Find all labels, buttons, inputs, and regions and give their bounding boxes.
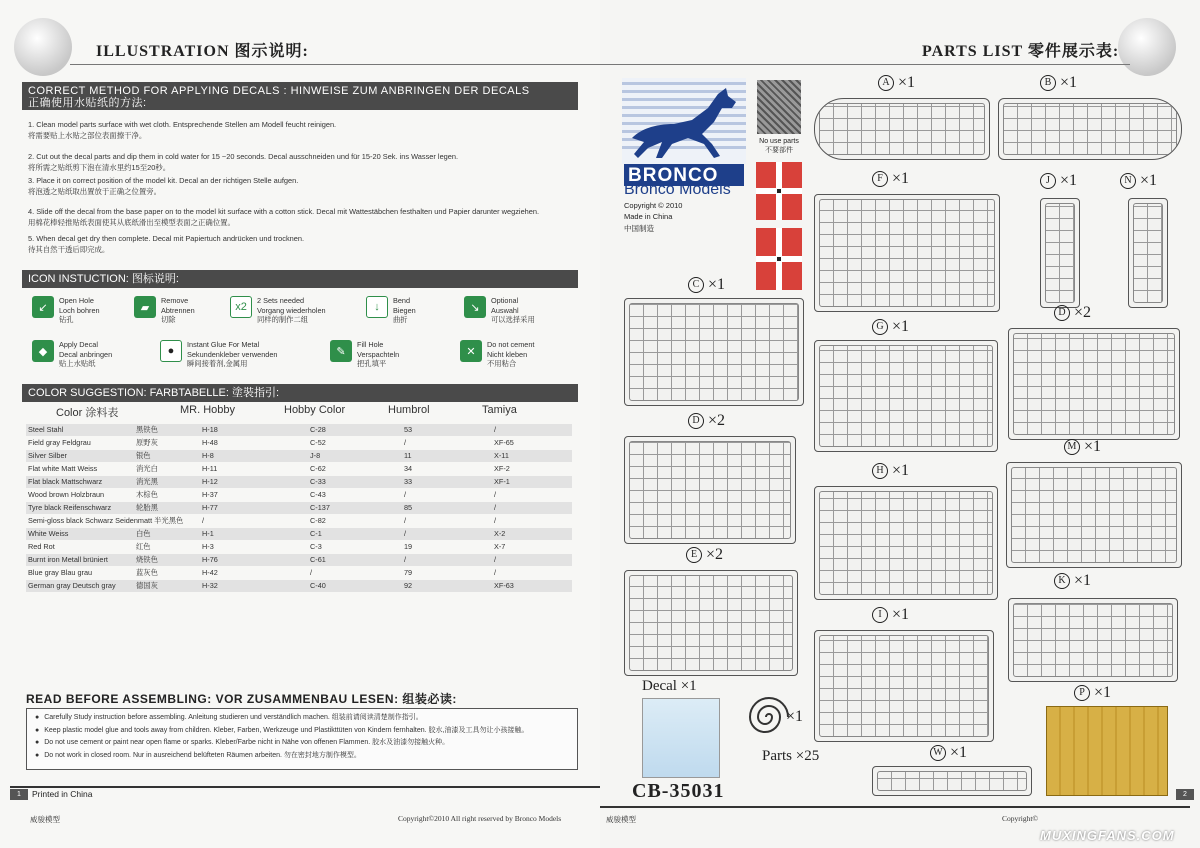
- step-text: 2. Cut out the decal parts and dip them in cold water for 15 ~20 seconds. Decal ausschneiden und für 15-20 Sek. ins Wasser legen.: [28, 152, 459, 161]
- sprue-j: [1040, 198, 1080, 308]
- header-rule: [600, 64, 1130, 65]
- color-cell-cn: 烧铁色: [136, 555, 158, 564]
- color-cell-hu: 53: [404, 425, 413, 434]
- icon-section-bar: [22, 270, 578, 288]
- icon-label-de: Vorgang wiederholen: [257, 305, 326, 315]
- color-cell-cn: 红色: [136, 542, 151, 551]
- color-cell-hu: 19: [404, 542, 413, 551]
- color-cell-mr: H-37: [202, 490, 218, 499]
- no-use-parts-sample: [757, 80, 801, 134]
- color-cell-hc: C-137: [310, 503, 330, 512]
- sprue-qty: ×1: [708, 276, 726, 293]
- icon-label-de: Sekundenkleber verwenden: [187, 349, 278, 359]
- sprue-letter: B: [1040, 75, 1056, 91]
- brand-cn: 威骏模型: [606, 815, 636, 824]
- header-rule: [70, 64, 600, 65]
- color-cell-mr: H-3: [202, 542, 214, 551]
- color-row: [26, 554, 572, 566]
- color-row: [26, 580, 572, 592]
- read-item: ● Carefully Study instruction before assembling. Anleitung studieren und verständlich machen. 组装前请阅读清楚制作指引。: [35, 712, 569, 725]
- icon-label-cn: 钻孔: [59, 315, 74, 324]
- sprue-letter: D: [1054, 305, 1070, 321]
- color-cell-hc: C-3: [310, 542, 322, 551]
- color-cell-ta: X-7: [494, 542, 506, 551]
- color-cell-hc: C-33: [310, 477, 326, 486]
- sprue-b-label: [1040, 74, 1077, 92]
- step-text: 1. Clean model parts surface with wet cloth. Entsprechende Stellen am Modell feucht reinigen.: [28, 120, 337, 129]
- sprue-letter: D: [688, 413, 704, 429]
- read-before-title: READ BEFORE ASSEMBLING: VOR ZUSAMMENBAU LESEN: 组装必读:: [26, 692, 457, 706]
- icon-label-de: Decal anbringen: [59, 349, 113, 359]
- sprue-d-right: [1008, 328, 1180, 440]
- page-number: 2: [1176, 789, 1194, 800]
- color-cell-hc: C-82: [310, 516, 326, 525]
- spring-qty: ×1: [786, 708, 804, 725]
- icon-label: Optional: [491, 296, 519, 305]
- sprue-letter: A: [878, 75, 894, 91]
- icon-label-cn: 贴上水贴纸: [59, 359, 96, 368]
- sprue-letter: W: [930, 745, 946, 761]
- watermark: MUXINGFANS.COM: [1040, 828, 1175, 843]
- step-text-cn: 将需要贴上水贴之部位表面擦干净。: [28, 130, 147, 140]
- color-cell-hc: C-62: [310, 464, 326, 473]
- color-cell-hu: /: [404, 555, 407, 564]
- sprue-e: [624, 570, 798, 676]
- sprue-h: [814, 486, 998, 600]
- color-cell-mr: H-8: [202, 451, 214, 460]
- step-text-cn: 将泡透之贴纸取出置放于正确之位置旁。: [28, 186, 162, 196]
- sprue-letter: F: [872, 171, 888, 187]
- color-cell-cn: 德国灰: [136, 581, 158, 590]
- sprue-qty: ×1: [1084, 438, 1102, 455]
- sprue-letter: I: [872, 607, 888, 623]
- sprue-d-left: [624, 436, 796, 544]
- color-cell-en: Blue gray Blau grau: [28, 568, 93, 577]
- icon-label-cn: 同样的制作二组: [257, 315, 309, 324]
- color-cell-en: Burnt iron Metall brüniert: [28, 555, 108, 564]
- color-row: [26, 450, 572, 462]
- sprue-h-label: [872, 462, 909, 480]
- color-cell-en: Flat black Mattschwarz: [28, 477, 103, 486]
- color-cell-hu: 85: [404, 503, 413, 512]
- color-cell-ta: X-11: [494, 451, 509, 460]
- step-text: 3. Place it on correct position of the model kit. Decal an der richtigen Stelle aufgen.: [28, 176, 299, 185]
- color-cell-en: Red Rot: [28, 542, 55, 551]
- decal-step-4: [28, 207, 588, 228]
- icon-label: Do not cement: [487, 340, 535, 349]
- sprue-qty: ×1: [1060, 172, 1078, 189]
- icon-optional: [464, 296, 535, 325]
- color-row: [26, 541, 572, 553]
- copyright: Copyright©2010 All right reserved by Bronco Models: [398, 814, 562, 823]
- icon-label: Fill Hole: [357, 340, 384, 349]
- col-head-hobbycolor: Hobby Color: [284, 404, 346, 416]
- color-cell-hc: C-28: [310, 425, 326, 434]
- sprue-letter: J: [1040, 173, 1056, 189]
- sprue-e-label: [686, 546, 723, 564]
- optional-icon: ↘: [464, 296, 486, 318]
- color-row: [26, 424, 572, 436]
- color-row: [26, 502, 572, 514]
- sprue-k: [1008, 598, 1178, 682]
- icon-label-de: Loch bohren: [59, 305, 100, 315]
- sprue-qty: ×1: [898, 74, 916, 91]
- sprue-m-label: [1064, 438, 1101, 456]
- sprue-letter: C: [688, 277, 704, 293]
- color-cell-en: German gray Deutsch gray: [28, 581, 116, 590]
- sprue-f: [814, 194, 1000, 312]
- sprue-letter: H: [872, 463, 888, 479]
- printed-in-china: Printed in China: [32, 789, 93, 799]
- color-cell-hu: /: [404, 516, 407, 525]
- icon-section-title: ICON INSTUCTION: 图标说明:: [28, 273, 179, 285]
- color-row: [26, 567, 572, 579]
- icon-label-de: Nicht kleben: [487, 349, 528, 359]
- color-cell-hu: 34: [404, 464, 413, 473]
- sprue-d-right-label: [1054, 304, 1091, 322]
- icon-label: Remove: [161, 296, 189, 305]
- color-row: [26, 476, 572, 488]
- footer-rule: [10, 786, 600, 788]
- sprue-qty: ×1: [1140, 172, 1158, 189]
- sprue-a-label: [878, 74, 915, 92]
- color-cell-hc: C-43: [310, 490, 326, 499]
- color-cell-ta: /: [494, 516, 497, 525]
- corner-circle: [14, 18, 72, 76]
- color-cell-hu: /: [404, 490, 407, 499]
- sprue-letter: P: [1074, 685, 1090, 701]
- logo-made-cn: 中国制造: [624, 224, 654, 233]
- sprue-qty: ×1: [892, 318, 910, 335]
- color-cell-cn: 黑铁色: [136, 425, 158, 434]
- icon-bend: [366, 296, 416, 325]
- color-cell-cn: 原野灰: [136, 438, 158, 447]
- icon-two-sets: [230, 296, 326, 325]
- icon-label-de: Biegen: [393, 305, 416, 315]
- icon-label-cn: 可以选择采用: [491, 315, 535, 324]
- copyright: Copyright©: [1002, 814, 1039, 823]
- no-cement-icon: ✕: [460, 340, 482, 362]
- color-section-title: COLOR SUGGESTION: FARBTABELLE: 塗裝指引:: [28, 387, 280, 399]
- color-cell-hu: 33: [404, 477, 413, 486]
- sprue-qty: ×1: [1060, 74, 1078, 91]
- sprue-j-label: [1040, 172, 1077, 190]
- sprue-m: [1006, 462, 1182, 568]
- color-cell-ta: /: [494, 568, 497, 577]
- color-cell-ta: XF-65: [494, 438, 514, 447]
- icon-label: Bend: [393, 296, 411, 305]
- decals-title-en: CORRECT METHOD FOR APPLYING DECALS : HINWEISE ZUM ANBRINGEN DER DECALS: [28, 85, 530, 97]
- sprue-c: [624, 298, 804, 406]
- color-cell-hu: /: [404, 438, 407, 447]
- color-cell-cn: 白色: [136, 529, 151, 538]
- sprue-g-label: [872, 318, 909, 336]
- col-head-humbrol: Humbrol: [388, 404, 430, 416]
- x2-icon: x2: [230, 296, 252, 318]
- parts-list-title: PARTS LIST 零件展示表:: [922, 43, 1120, 60]
- color-cell-hc: C-61: [310, 555, 326, 564]
- color-cell-en: Tyre black Reifenschwarz: [28, 503, 112, 512]
- parts-label: Parts ×25: [762, 748, 820, 764]
- step-text-cn: 用棉花棒轻推贴纸表面使其从底纸滑出至模型表面之正确位置。: [28, 217, 235, 227]
- color-cell-en: Semi-gloss black Schwarz Seidenmatt 半光黑色: [28, 516, 184, 525]
- decal-step-1: [28, 120, 588, 141]
- sprue-w-label: [930, 744, 967, 762]
- sprue-qty: ×2: [1074, 304, 1092, 321]
- sprue-i: [814, 630, 994, 742]
- sprue-letter: M: [1064, 439, 1080, 455]
- color-cell-cn: 木棕色: [136, 490, 158, 499]
- icon-label-cn: 瞬间接着剂,金属用: [187, 359, 248, 368]
- step-text: 5. When decal get dry then complete. Decal mit Papiertuch andrücken und trocknen.: [28, 234, 305, 243]
- sprue-qty: ×1: [950, 744, 968, 761]
- sprue-b: [998, 98, 1182, 160]
- icon-label: 2 Sets needed: [257, 296, 305, 305]
- sprue-n: [1128, 198, 1168, 308]
- no-use-label: [752, 137, 806, 155]
- footer-rule: [600, 806, 1190, 808]
- icon-label: Apply Decal: [59, 340, 98, 349]
- logo-brand: BRONCO: [628, 165, 719, 186]
- sprue-qty: ×2: [708, 412, 726, 429]
- icon-apply-decal: [32, 340, 112, 369]
- color-cell-cn: 消光黑: [136, 477, 158, 486]
- flag-decals: [756, 162, 802, 292]
- sprue-qty: ×1: [892, 606, 910, 623]
- read-item: ● Do not work in closed room. Nur in ausreichend belüfteten Räumen arbeiten. 勿在密封地方制作模型。: [35, 750, 569, 763]
- fill-hole-icon: ✎: [330, 340, 352, 362]
- sprue-i-label: [872, 606, 909, 624]
- read-item: ● Do not use cement or paint near open flame or sparks. Kleber/Farbe nicht in Nähe von offenen Flammen. 胶水及油漆勿接触火种。: [35, 737, 569, 750]
- color-cell-ta: /: [494, 503, 497, 512]
- corner-circle: [1118, 18, 1176, 76]
- right-page: [600, 0, 1200, 848]
- sprue-n-label: [1120, 172, 1157, 190]
- decals-title-cn: 正确使用水贴纸的方法:: [28, 97, 147, 109]
- color-cell-hu: 92: [404, 581, 413, 590]
- color-cell-mr: H-11: [202, 464, 218, 473]
- color-cell-hc: J-8: [310, 451, 321, 460]
- icon-label: Instant Glue For Metal: [187, 340, 260, 349]
- illustration-title: ILLUSTRATION 图示说明:: [96, 43, 309, 60]
- color-cell-ta: /: [494, 555, 497, 564]
- color-cell-hu: /: [404, 529, 407, 538]
- color-cell-ta: /: [494, 425, 497, 434]
- color-cell-mr: H-48: [202, 438, 218, 447]
- remove-icon: ▰: [134, 296, 156, 318]
- icon-fill-hole: [330, 340, 399, 369]
- color-cell-mr: /: [202, 516, 205, 525]
- color-cell-ta: XF-63: [494, 581, 514, 590]
- color-cell-en: Flat white Matt Weiss: [28, 464, 98, 473]
- sprue-g: [814, 340, 998, 452]
- color-cell-mr: H-18: [202, 425, 218, 434]
- icon-label-cn: 把孔填平: [357, 359, 387, 368]
- color-cell-hu: 79: [404, 568, 413, 577]
- decal-step-3: [28, 176, 588, 197]
- read-item: ● Keep plastic model glue and tools away from children. Kleber, Farben, Werkzeuge und Plastikttüten von Kindern fernhalten. 胶水,油漆及工具勿让小孩接触。: [35, 725, 569, 738]
- step-text-cn: 将所需之贴纸剪下泡在清水里约15至20秒。: [28, 162, 171, 172]
- color-row: [26, 489, 572, 501]
- color-cell-hc: C-52: [310, 438, 326, 447]
- logo-made: Made in China: [624, 212, 673, 221]
- sprue-letter: E: [686, 547, 702, 563]
- icon-label-cn: 曲折: [393, 315, 408, 324]
- sprue-letter: N: [1120, 173, 1136, 189]
- glue-icon: ●: [160, 340, 182, 362]
- decal-step-2: [28, 152, 588, 173]
- sprue-letter: G: [872, 319, 888, 335]
- no-use-cn: 不要部件: [765, 147, 793, 154]
- color-row: [26, 515, 572, 527]
- icon-no-cement: [460, 340, 534, 369]
- color-cell-hc: C-40: [310, 581, 326, 590]
- color-cell-mr: H-42: [202, 568, 218, 577]
- sprue-qty: ×1: [1074, 572, 1092, 589]
- sprue-qty: ×2: [706, 546, 724, 563]
- color-cell-en: Silver Silber: [28, 451, 67, 460]
- color-cell-hu: 11: [404, 451, 412, 460]
- decal-step-5: [28, 234, 588, 255]
- color-cell-cn: 轮胎黑: [136, 503, 158, 512]
- color-cell-en: White Weiss: [28, 529, 69, 538]
- color-cell-mr: H-76: [202, 555, 218, 564]
- sprue-qty: ×1: [892, 170, 910, 187]
- sprue-qty: ×1: [892, 462, 910, 479]
- icon-remove: [134, 296, 195, 325]
- color-cell-hc: C-1: [310, 529, 322, 538]
- color-row: [26, 463, 572, 475]
- color-cell-mr: H-32: [202, 581, 218, 590]
- col-head-color: Color 涂料表: [56, 407, 119, 419]
- icon-label-de: Verspachteln: [357, 349, 400, 359]
- color-cell-cn: 银色: [136, 451, 151, 460]
- product-code: CB-35031: [632, 780, 725, 802]
- step-text-cn: 待其自然干透后即完成。: [28, 244, 110, 254]
- logo-copyright: Copyright © 2010: [624, 201, 683, 210]
- color-cell-en: Field gray Feldgrau: [28, 438, 91, 447]
- icon-label-de: Abtrennen: [161, 305, 195, 315]
- color-cell-cn: 消光白: [136, 464, 158, 473]
- col-head-mrhobby: MR. Hobby: [180, 404, 236, 416]
- color-row: [26, 437, 572, 449]
- decal-icon: ◆: [32, 340, 54, 362]
- logo-name: Bronco Models: [624, 181, 731, 198]
- icon-label-cn: 不用粘合: [487, 359, 517, 368]
- brand-cn: 威骏模型: [30, 815, 60, 824]
- color-cell-ta: XF-1: [494, 477, 510, 486]
- sprue-d-left-label: [688, 412, 725, 430]
- color-cell-en: Steel Stahl: [28, 425, 64, 434]
- drill-icon: ↙: [32, 296, 54, 318]
- color-cell-ta: /: [494, 490, 497, 499]
- step-text: 4. Slide off the decal from the base paper on to the model kit surface with a cotton stick. Decal mit Wattestäbchen festhalten und Papier darunter wegziehen.: [28, 207, 540, 216]
- photo-etch-fret: [1046, 706, 1168, 796]
- sprue-letter: K: [1054, 573, 1070, 589]
- sprue-c-label: [688, 276, 725, 294]
- color-cell-cn: 蓝灰色: [136, 568, 158, 577]
- bend-icon: ↓: [366, 296, 388, 318]
- sprue-w: [872, 766, 1032, 796]
- icon-open-hole: [32, 296, 100, 325]
- col-head-tamiya: Tamiya: [482, 404, 517, 416]
- color-cell-hc: /: [310, 568, 313, 577]
- color-cell-ta: X-2: [494, 529, 506, 538]
- color-section-bar: [22, 384, 578, 402]
- color-cell-ta: XF-2: [494, 464, 510, 473]
- decal-label: Decal ×1: [642, 678, 697, 694]
- color-cell-mr: H-12: [202, 477, 218, 486]
- color-row: [26, 528, 572, 540]
- no-use-en: No use parts: [759, 138, 799, 145]
- sprue-a: [814, 98, 990, 160]
- color-cell-mr: H-77: [202, 503, 218, 512]
- page-number: 1: [10, 789, 28, 800]
- decal-sheet: [642, 698, 720, 778]
- sprue-qty: ×1: [1094, 684, 1112, 701]
- read-before-box: [26, 708, 578, 770]
- icon-label-cn: 切除: [161, 315, 176, 324]
- icon-label: Open Hole: [59, 296, 94, 305]
- decals-section-bar: [22, 82, 578, 110]
- color-cell-mr: H-1: [202, 529, 214, 538]
- sprue-k-label: [1054, 572, 1091, 590]
- sprue-f-label: [872, 170, 909, 188]
- sprue-p-label: [1074, 684, 1111, 702]
- color-cell-en: Wood brown Holzbraun: [28, 490, 105, 499]
- icon-label-de: Auswahl: [491, 305, 519, 315]
- icon-instant-glue: [160, 340, 277, 369]
